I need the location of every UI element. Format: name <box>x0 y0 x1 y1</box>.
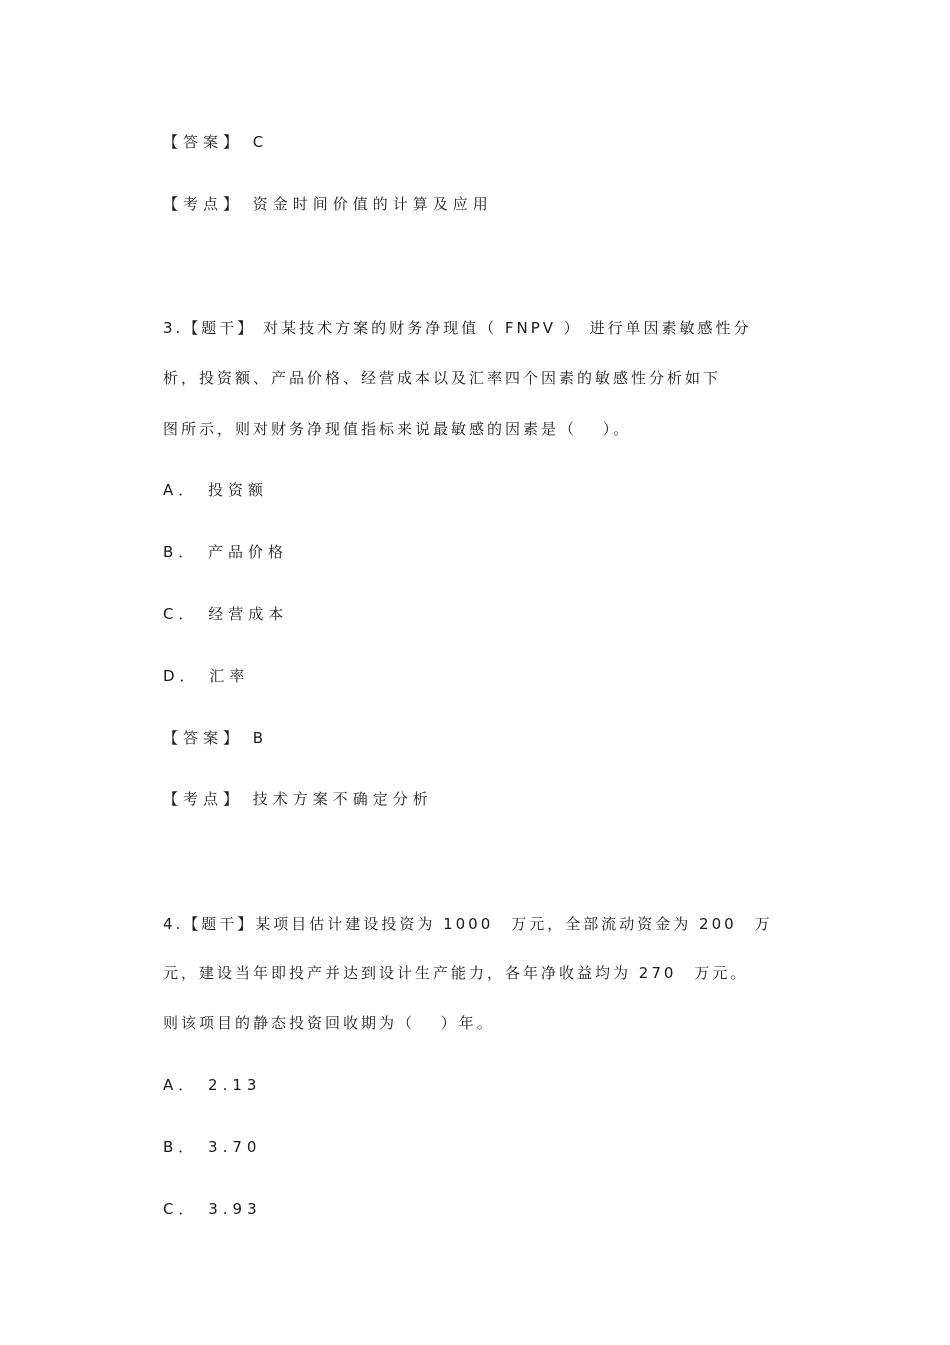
q3-stem-line-2: 析，投资额、产品价格、经营成本以及汇率四个因素的敏感性分析如下 <box>163 369 722 387</box>
q3-answer: 【答案】 B <box>163 729 269 747</box>
q3-option-a: A． 投资额 <box>163 481 269 499</box>
q3-option-b: B． 产品价格 <box>163 543 289 561</box>
q3-option-c: C． 经营成本 <box>163 605 289 623</box>
q3-stem-line-1: 3.【题干】 对某技术方案的财务净现值（ FNPV ） 进行单因素敏感性分 <box>163 319 752 337</box>
q2-answer: 【答案】 C <box>163 133 269 151</box>
q4-option-a: A． 2.13 <box>163 1076 262 1094</box>
q4-stem-line-3: 则该项目的静态投资回收期为（ ）年。 <box>163 1014 495 1032</box>
q3-option-d: D． 汇率 <box>163 667 250 685</box>
q4-option-c: C． 3.93 <box>163 1200 262 1218</box>
q3-topic: 【考点】 技术方案不确定分析 <box>163 790 433 808</box>
q3-stem-line-3: 图所示，则对财务净现值指标来说最敏感的因素是（ ）。 <box>163 420 632 438</box>
q4-stem-line-1: 4.【题干】某项目估计建设投资为 1000 万元，全部流动资金为 200 万 <box>163 915 773 933</box>
q2-topic: 【考点】 资金时间价值的计算及应用 <box>163 195 493 213</box>
q4-option-b: B． 3.70 <box>163 1138 262 1156</box>
q4-stem-line-2: 元，建设当年即投产并达到设计生产能力，各年净收益均为 270 万元。 <box>163 964 749 982</box>
